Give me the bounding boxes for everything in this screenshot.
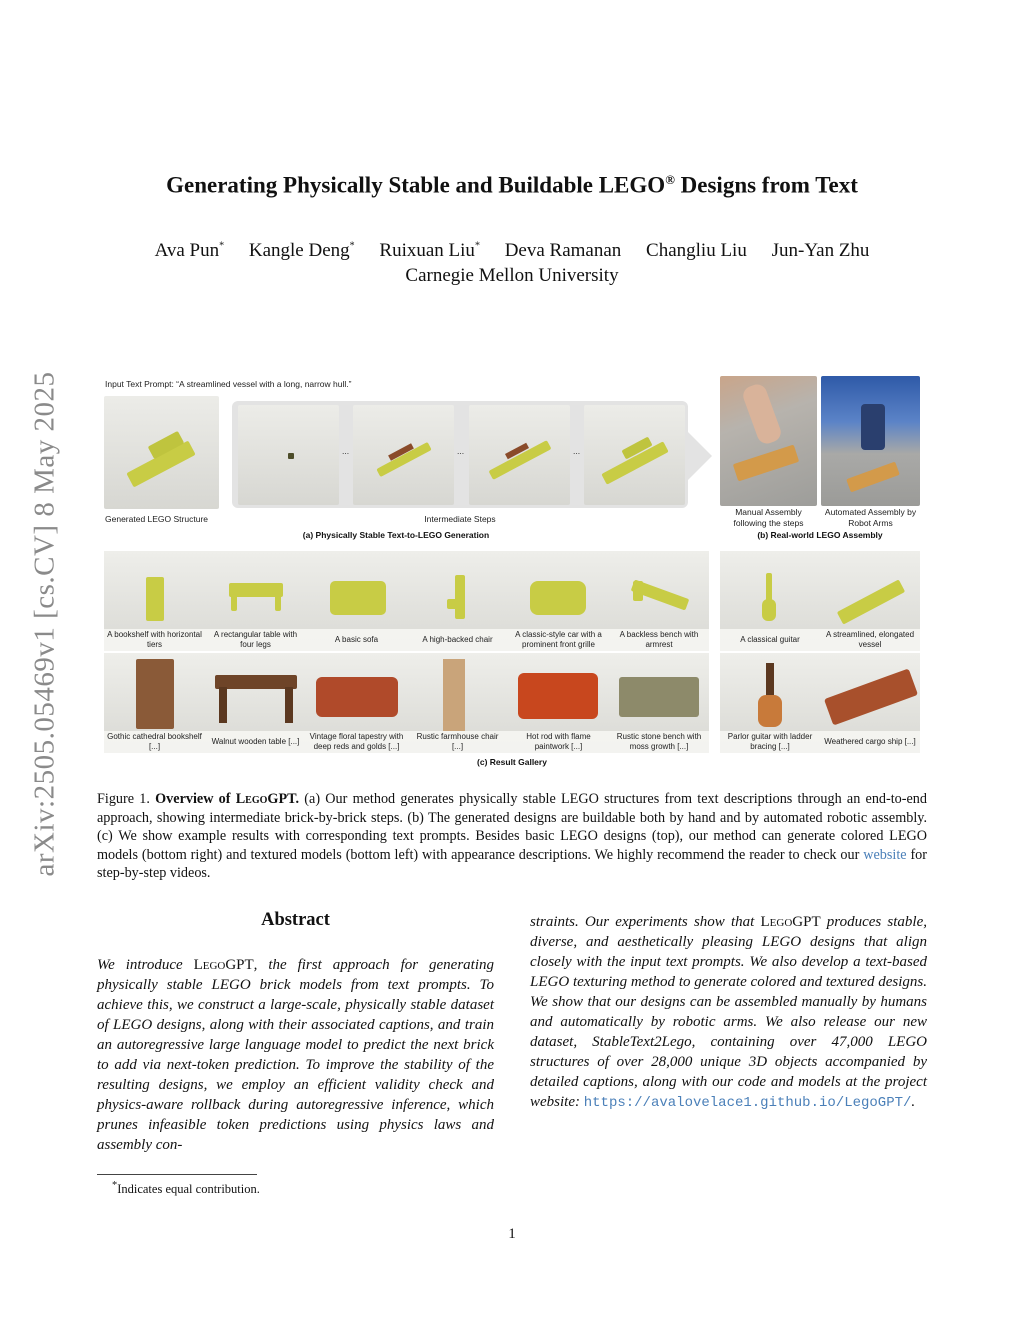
author: Jun-Yan Zhu xyxy=(771,240,870,261)
gallery-cell xyxy=(720,551,821,651)
manual-label: Manual Assembly following the steps xyxy=(733,507,804,528)
footnote-rule xyxy=(97,1174,257,1175)
author: Ava Pun* xyxy=(154,240,225,261)
gallery-caption: Rustic stone bench with moss growth [...] xyxy=(609,731,709,753)
abstract-left-column: We introduce LegoGPT, the first approach for generating physically stable LEGO brick models from text prompts. To achieve this, we construct a large-scale, physically stable dataset of LEGO designs, along with their associated captions, and train an autoregressive large language model to predict the next brick to add via next-token prediction. To improve the stability of the resulting designs, we employ an efficient validity check and physics-aware rollback during autoregressive inference, which prunes infeasible token predictions using physics laws and assembly con- xyxy=(97,957,494,1153)
gallery-cell xyxy=(508,551,610,651)
abstract-heading: Abstract xyxy=(261,910,330,930)
footnote: *Indicates equal contribution. xyxy=(112,1180,260,1197)
project-url-link[interactable]: https://avalovelace1.github.io/LegoGPT/ xyxy=(583,1095,912,1111)
gallery-caption: Hot rod with flame paintwork [...] xyxy=(508,731,609,753)
author: Deva Ramanan xyxy=(504,240,622,261)
gallery-cell xyxy=(720,653,821,753)
affiliation: Carnegie Mellon University xyxy=(405,265,619,286)
gallery-cell xyxy=(508,653,610,753)
intermediate-label: Intermediate Steps xyxy=(424,514,496,524)
gallery-cell xyxy=(820,551,921,651)
gallery-caption: A backless bench with armrest xyxy=(609,629,709,651)
robot-label: Automated Assembly by Robot Arms xyxy=(824,507,917,528)
gallery-cell xyxy=(205,653,307,753)
author: Changliu Liu xyxy=(646,240,747,261)
gallery-cell xyxy=(104,653,206,753)
input-prompt: Input Text Prompt: “A streamlined vessel with a long, narrow hull.” xyxy=(105,379,352,389)
gallery-caption: A rectangular table with four legs xyxy=(205,629,306,651)
title-end: Designs from Text xyxy=(674,172,858,198)
step-image xyxy=(238,405,339,505)
ellipsis: ... xyxy=(573,446,581,456)
gallery-caption: A basic sofa xyxy=(306,629,407,651)
gallery-cell xyxy=(407,551,509,651)
gallery-caption: A streamlined, elongated vessel xyxy=(820,629,920,651)
title-main: Generating Physically Stable and Buildable LEGO xyxy=(166,172,666,198)
page-number: 1 xyxy=(508,1226,516,1242)
gallery-caption: Vintage floral tapestry with deep reds and golds [...] xyxy=(306,731,407,753)
gallery-caption: Walnut wooden table [...] xyxy=(205,731,306,753)
gallery-cell xyxy=(205,551,307,651)
step-image xyxy=(584,405,685,505)
figure-caption: Figure 1. Overview of LegoGPT. (a) Our method generates physically stable LEGO structures from text descriptions through an end-to-end approach, showing intermediate brick-by-brick steps. (b) The generated designs are buildable both by hand and by automated robotic assembly. (c) We show example results with corresponding text prompts. Besides basic LEGO designs (top), our method can generate colored LEGO models (bottom right) and textured models (bottom left) with appearance descriptions. We highly recommend the reader to check our website for step-by-step videos. xyxy=(97,791,927,882)
gallery-caption: A bookshelf with horizontal tiers xyxy=(104,629,205,651)
step-image xyxy=(469,405,570,505)
abstract-right-column: straints. Our experiments show that LegoGPT produces stable, diverse, and aesthetically pleasing LEGO designs that align closely with the input text prompts. We also develop a text-based LEGO texturing method to generate colored and textured designs. We show that our designs can be assembled manually by humans and automatically by robotic arms. We also release our new dataset, StableText2Lego, containing over 47,000 LEGO structures of over 28,000 unique 3D objects accompanied by detailed captions, along with our code and models at the project website: https://avalovelace1.github.io/LegoGPT/. xyxy=(530,914,928,1111)
step-image xyxy=(353,405,454,505)
robot-assembly-photo xyxy=(821,376,920,506)
ellipsis: ... xyxy=(457,446,465,456)
panel-b-title: (b) Real-world LEGO Assembly xyxy=(757,530,883,540)
gallery-cell xyxy=(104,551,206,651)
gallery-caption: Weathered cargo ship [...] xyxy=(820,731,920,753)
ellipsis: ... xyxy=(342,446,350,456)
gallery-cell xyxy=(820,653,921,753)
gallery-cell xyxy=(306,551,408,651)
website-link[interactable]: website xyxy=(863,846,907,863)
panel-a-title: (a) Physically Stable Text-to-LEGO Generation xyxy=(302,530,490,540)
paper-title xyxy=(0,172,1024,199)
author-list xyxy=(0,240,1024,262)
gallery-caption: A classic-style car with a prominent front grille xyxy=(508,629,609,651)
gallery-cell xyxy=(407,653,509,753)
author: Kangle Deng* xyxy=(248,240,355,261)
gallery-caption: A high-backed chair xyxy=(407,629,508,651)
gallery-cell xyxy=(609,551,710,651)
arrow-icon xyxy=(688,432,712,480)
gallery-caption: A classical guitar xyxy=(720,629,820,651)
gallery-cell xyxy=(609,653,710,753)
gallery-caption: Gothic cathedral bookshelf [...] xyxy=(104,731,205,753)
gallery-caption: Parlor guitar with ladder bracing [...] xyxy=(720,731,820,753)
registered-mark: ® xyxy=(665,172,675,187)
gallery-caption: Rustic farmhouse chair [...] xyxy=(407,731,508,753)
manual-assembly-photo xyxy=(720,376,817,506)
gallery-cell xyxy=(306,653,408,753)
arxiv-identifier: arXiv:2505.05469v1 [cs.CV] 8 May 2025 xyxy=(28,371,61,877)
generated-lego-image xyxy=(104,396,219,509)
author: Ruixuan Liu* xyxy=(379,240,480,261)
panel-c-title: (c) Result Gallery xyxy=(477,757,547,767)
generated-label: Generated LEGO Structure xyxy=(105,514,208,524)
